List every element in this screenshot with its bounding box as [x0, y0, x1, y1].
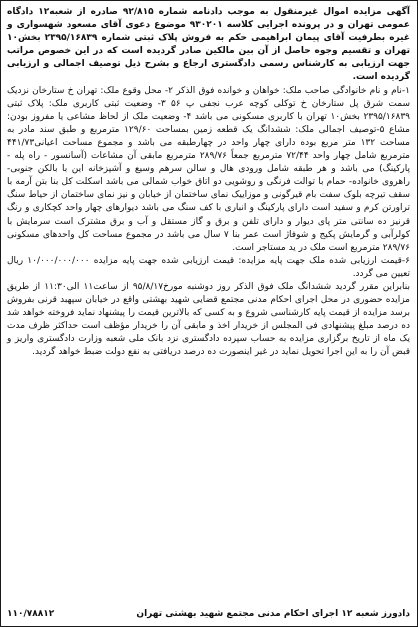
auction-terms-paragraph: بنابراین مقرر گردید ششدانگ ملک فوق الذکر روز دوشنبه مورخ۹۵/۸/۱۷ از ساعت۱۱ الی۱۱:۳۰ از طریق مزایده حضوری در محل اجرای احکام مدنی مجتمع قضایی شهید بهشتی واقع در خیابان سپهبد قرنی بفروش برسد مزایده از قیمت پایه کارشناسی شروع و به کسی که بالاترین قیمت را پیشنهاد نماید فروخته خواهد شد ده درصد مبلغ پیشنهادی فی المجلس از خریدار اخذ و مابقی آن را خریدار مؤظف است حداکثر ظرف مدت یک ماه از تاریخ برگزاری مزایده به حساب سپرده دادگستری نزد بانک ملی شعبه وزارت دادگستری واریز و قبض آن را به این اجرا تحویل نماید در غیر اینصورت ده درصد دریافتی به نفع دولت ضبط خواهد گردید. — [7, 281, 410, 358]
notice-reference-number: ۱۱۰/۷۸۸۱۲ — [7, 609, 55, 619]
valuation-paragraph: ۶-قیمت ارزیابی شده ملک جهت پایه مزایده: قیمت ارزیابی شده جهت پایه مزایده ۱۰/۰۰۰/۰۰۰/۰۰۰ ریال تعیین می گردد. — [7, 255, 411, 279]
property-description-paragraph: ۱-نام و نام خانوادگی صاحب ملک: خواهان و خوانده فوق الذکر ۲- محل وقوع ملک: تهران خ ستارخان نزدیک سمت شرق پل ستارخان خ توکلی کوچه عرب نجفی پ ۵۶ ۳- وضعیت ثبتی کاربری ملک: پلاک ثبتی ۲۳۹۵/۱۶۸۳۹ بخش۱۰ تهران با کاربری مسکونی می باشد ۴- وضعیت ملک از لحاظ مشاعی یا مفروز بودن: مشاع ۵-توصیف اجمالی ملک: ششدانگ یک قطعه زمین بمساحت ۱۲۹/۶۰ مترمربع و طبق سند مادر به مساحت ۱۳۲ متر مربع بوده دارای چهار واحد در چهارطبقه می باشد و مجموع مساحت اعیانی۴۴۱/۷۳ مترمربع شامل چهار واحد ۷۲/۴۴ مترمربع جمعاً ۲۸۹/۷۶ مترمربع مابقی آن مشاعات (آسانسور - راه پله - پارکینگ) می باشد و هر طبقه شامل ورودی هال و سالن سرهم وسیع و آشپزخانه این با بالکن جنوبی- راهروی خانواده- حمام با توالت فرنگی و روشویی دو اتاق خواب شمالی می باشد اسکلت کل بنا بتن آرمه با سقف تیرچه بلوک سفت بام قیرگونی و موزاییک نمای ساختمان از خیابان و نیز نمای ساختمان از حیاط سنگ تراورتن کرم و سفید است دارای پارکینگ و انباری با کف سنگ می باشد دیوارهای چهار واحد کچکاری و رنگ قرنیز ده سانتی متر پای دیوار و دارای تلفن و برق و گاز مستقل و آب و برق مشترک است سرمایش با کولرآبی و گرمایش پکیج و شوفاژ است عمر بنا ۷ سال می باشد در مجموع مساحت کل واحدهای مسکونی ۲۸۹/۷۶ مترمربع است ملک در ید مستاجر است. — [7, 85, 411, 253]
notice-footer — [7, 608, 410, 621]
issuer-signature: دادورز شعبه ۱۲ اجرای احکام مدنی مجتمع شهید بهشتی تهران — [136, 609, 410, 619]
notice-intro-paragraph: آگهی مزایده اموال غیرمنقول به موجب دادنامه شماره ۹۲/۸۱۵ صادره از شعبه۱۲ دادگاه عمومی تهران و در پرونده اجرایی کلاسه ۹۳۰۲۰۱ موضوع دعوی آقای مسعود شهسواری و غیره بطرفیت آقای پیمان ابراهیمی حکم به فروش پلاک ثبتی شماره ۲۳۹۵/۱۶۸۳۹ بخش۱۰ تهران و تقسیم وجوه حاصل از آن بین مالکین صادر گردیده است که در این خصوص مراتب جهت ارزیابی به کارشناس رسمی دادگستری ارجاع و بشرح ذیل توصیف اجمالی و ارزیابی گردیده است. — [7, 7, 411, 83]
